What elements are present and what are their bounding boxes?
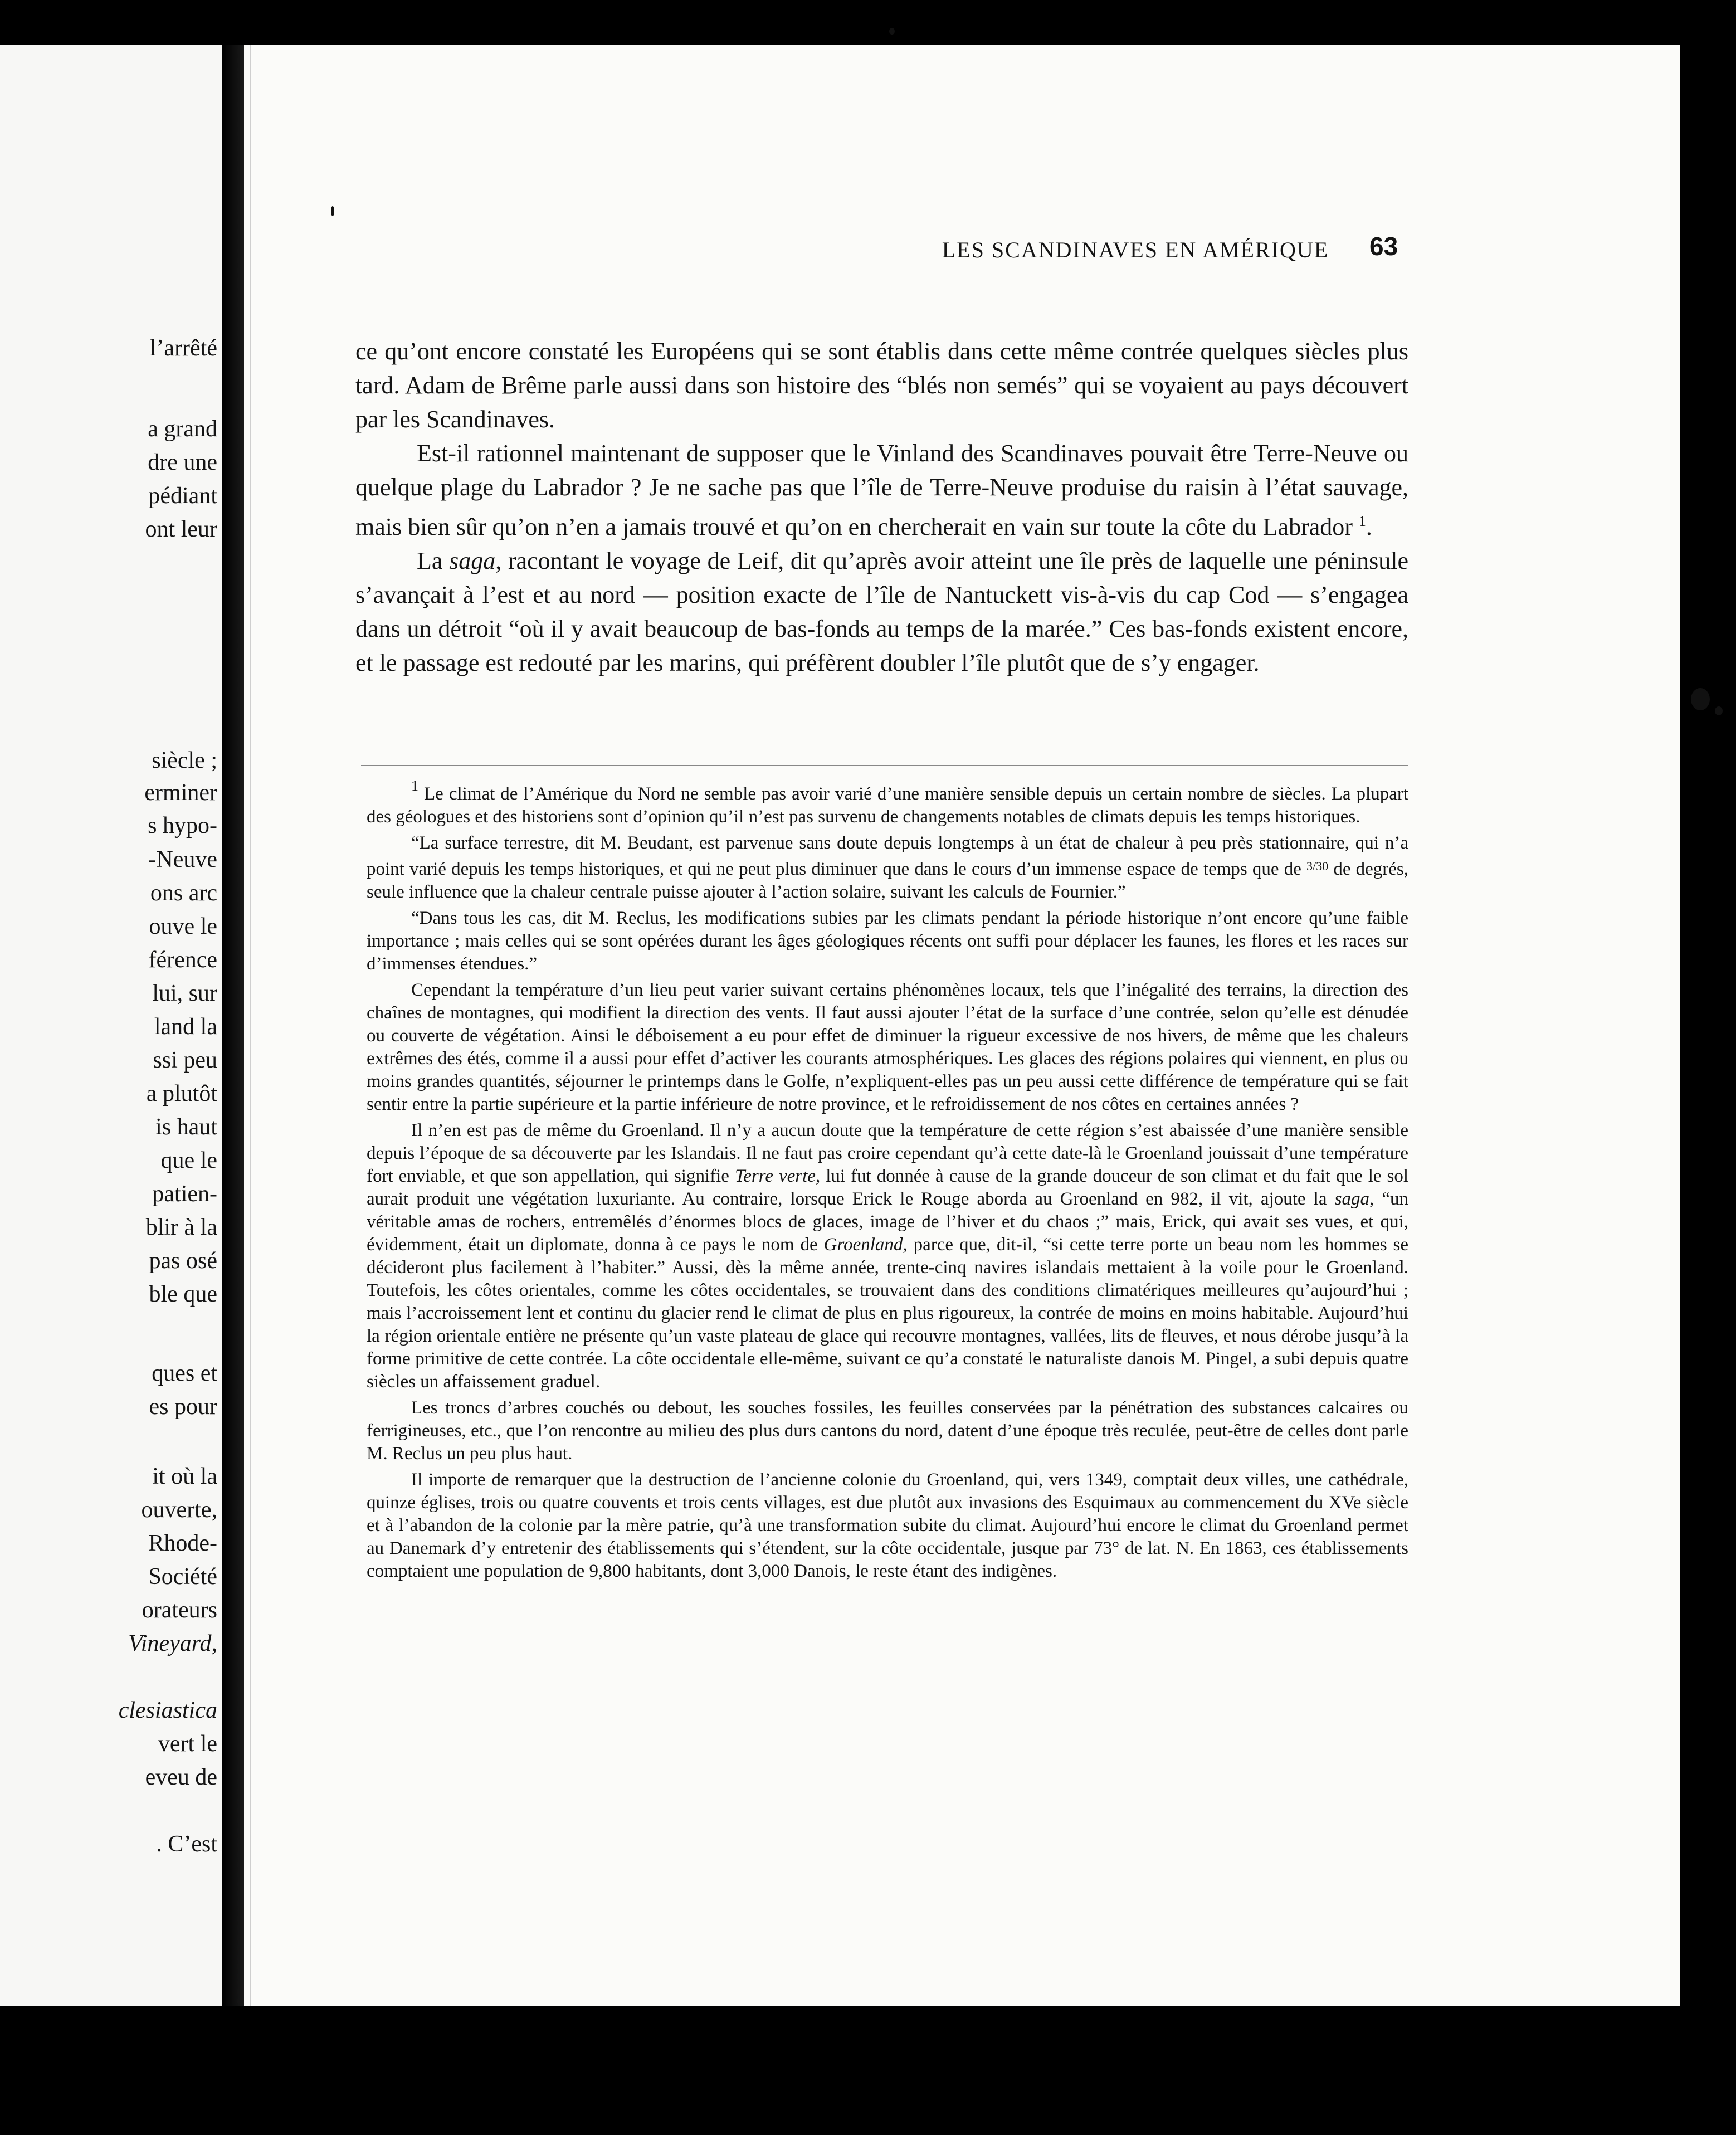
left-page-line: patien- <box>152 1181 217 1207</box>
footnote: Il importe de remarquer que la destruction de l’ancienne colonie du Groenland, qui, vers 1349, comptait deux villes, une cathédrale, quinze églises, trois ou quatre couvents et trois cents villages, est due plutôt aux invasions des Esquimaux au commencement du XVe siècle et à l’abandon de la colonie par la mère patrie, qu’à une transformation subite du climat. Aujourd’hui encore le climat du Groenland permet au Danemark d’y entretenir des établissements qui s’étendent, sur la côte occidentale, jusque par 73° de lat. N. En 1863, ces établissements comptaient une population de 9,800 habitants, dont 3,000 Danois, le reste étant des indigènes. <box>367 1470 1408 1581</box>
left-page-line: vert le <box>158 1731 217 1757</box>
footnote-reference: 1 <box>1358 513 1366 529</box>
paragraph: Est-il rationnel maintenant de supposer que le Vinland des Scandinaves pouvait être Terre-Neuve ou quelque plage du Labrador ? Je ne sache pas que l’île de Terre-Neuve produise du raisin à l’état sauvage, mais bien sûr qu’on n’en a jamais trouvé et qu’on en chercherait en vain sur toute la côte du Labrador $^1$. <box>355 440 1408 540</box>
left-page-line: is haut <box>155 1114 217 1140</box>
left-page-line: clesiastica <box>118 1698 217 1723</box>
scan-speck <box>331 206 334 216</box>
footnote <box>367 774 1408 828</box>
footnote <box>367 1119 1408 1393</box>
page-gutter <box>222 45 244 2006</box>
left-page-line: dre une <box>148 450 217 475</box>
paragraph: ce qu’ont encore constaté les Européens qui se sont établis dans cette même contrée quelques siècles plus tard. Adam de Brême parle aussi dans son histoire des “blés non semés” qui se voyaient au pays découvert par les Scandinaves. <box>355 338 1408 433</box>
left-page-line: ouverte, <box>141 1497 217 1523</box>
scan-speck <box>1715 706 1723 715</box>
left-page-line: a grand <box>148 416 217 442</box>
footnote-text: Il n’en est pas de même du Groenland. Il n’y a aucun doute que la température de cette région s’est abaissée d’une manière sensible depuis l’époque de sa découverte par les Islandais. Il ne faut pas croire cependant qu’à cette date-là le Groenland jouissait d’une température fort enviable, et que son appellation, qui signifie <box>367 1120 1408 1186</box>
paragraph <box>355 544 1408 680</box>
left-page-line: l’arrêté <box>149 335 217 361</box>
left-page-line: pas osé <box>149 1248 217 1274</box>
scan-speck <box>1691 688 1710 710</box>
footnote-rule <box>361 765 1408 766</box>
paragraph-text: La <box>417 547 443 574</box>
footnote-text: “un véritable amas de rochers, entremêlés d’énormes blocs de glaces, image de l’hiver et du chaos ;” mais, Erick, qui avait ses vues, et qui, évidemment, était un diplomate, donna à ce pays le nom de <box>367 1189 1408 1255</box>
left-page-line: it où la <box>152 1464 217 1489</box>
left-page <box>0 45 222 2006</box>
left-page-line: férence <box>148 947 217 973</box>
footnote-text: parce que, dit-il, “si cette terre porte un beau nom les hommes se décideront plus facilement à l’habiter.” Aussi, dès la même année, trente-cinq navires islandais mettaient à la voile pour le Groenland. Toutefois, les côtes orientales, comme les côtes occidentales, se trouvaient dans des conditions climatériques meilleures qu’aujourd’hui ; mais l’accroissement lent et continu du glacier rend le climat de plus en plus rigoureux, la contrée de moins en moins habitable. Aujourd’hui la région orientale entière ne présente qu’un vaste plateau de glace qui recouvre montagnes, vallées, lits de fleuves, et nous dérobe jusqu’à la forme primitive de cette contrée. La côte occidentale elle-même, suivant ce qu’a constaté le naturaliste danois M. Pingel, a subi depuis quatre siècles un affaissement graduel. <box>367 1235 1409 1392</box>
footnote: Cependant la température d’un lieu peut varier suivant certains phénomènes locaux, tels que l’inégalité des terrains, la direction des chaînes de montagnes, qui modifient la direction des vents. Il faut aussi ajouter l’état de la surface d’une contrée, selon qu’elle est dénudée ou couverte de végétation. Ainsi le déboisement a eu pour effet de diminuer la rigueur excessive de nos hivers, de même que les chaleurs extrêmes des étés, comme il a aussi pour effet d’activer les courants atmosphériques. Les glaces des régions polaires qui viennent, en plus ou moins grandes quantités, séjourner le printemps dans le Golfe, n’expliquent-elles pas un peu aussi cette différence de température qui se fait sentir entre la partie supérieure et la partie inférieure de notre province, et le refroidissement de nos côtes en certaines années ? <box>367 980 1408 1114</box>
left-page-line: Société <box>148 1564 217 1590</box>
left-page-line: es pour <box>149 1394 217 1420</box>
paragraph-text: , racontant le voyage de Leif, dit qu’après avoir atteint une île près de laquelle une péninsule s’avançait à l’est et au nord — position exacte de l’île de Nantuckett vis-à-vis du cap Cod — s’engagea dans un détroit “où il y avait beaucoup de bas-fonds au temps de la marée.” Ces bas-fonds existent encore, et le passage est redouté par les marins, qui préfèrent doubler l’île plutôt que de s’y engager. <box>355 547 1408 676</box>
left-page-line: blir à la <box>145 1215 217 1240</box>
left-page-line: -Neuve <box>148 847 217 872</box>
left-page-line: a plutôt <box>146 1081 217 1107</box>
left-page-line: siècle ; <box>152 748 217 773</box>
paragraph-text: Est-il rationnel maintenant de supposer que le Vinland des Scandinaves pouvait être Terre-Neuve ou quelque plage du Labrador ? Je ne sache pas que l’île de Terre-Neuve produise du raisin à l’état sauvage, mais bien sûr qu’on n’en a jamais trouvé et qu’on en chercherait en vain sur toute la côte du Labrador <box>355 440 1408 540</box>
running-head: LES SCANDINAVES EN AMÉRIQUE <box>942 237 1329 262</box>
left-page-line: eveu de <box>145 1764 217 1790</box>
left-page-line: ont leur <box>145 516 217 542</box>
scan-speck <box>889 28 895 35</box>
left-page-line: Vineyard, <box>128 1631 217 1656</box>
left-page-line: ssi peu <box>153 1047 217 1073</box>
left-page-line: pédiant <box>148 483 217 509</box>
left-page-line: ons arc <box>150 880 217 906</box>
left-page-line: ble que <box>149 1281 217 1307</box>
fraction: 3/30 <box>1306 859 1329 873</box>
left-page-line: orateurs <box>142 1597 217 1623</box>
left-page-line: ques et <box>152 1361 217 1386</box>
italic-word: saga <box>449 547 496 574</box>
footnote-text: de degrés, seule influence que la chaleur centrale puisse ajouter à l’action solaire, suivant les calculs de Fournier.” <box>367 859 1409 902</box>
left-page-line: land la <box>154 1014 217 1040</box>
footnote <box>367 832 1408 904</box>
left-page-line: que le <box>160 1148 217 1173</box>
left-page-line: ouve le <box>149 914 217 939</box>
footnote: “Dans tous les cas, dit M. Reclus, les modifications subies par les climats pendant la période historique n’ont encore qu’une faible importance ; mais celles qui se sont opérées durant les âges géologiques récents ont suffi pour déplacer les faunes, les flores et les races sur d’immenses étendues.” <box>367 908 1408 974</box>
page-edge <box>250 45 251 2006</box>
footnote: Les troncs d’arbres couchés ou debout, les souches fossiles, les feuilles conservées par la pénétration des substances calcaires ou ferrigineuses, etc., que l’on rencontre au milieu des plus durs cantons du nord, datent d’une époque très reculée, peut-être de celles dont parle M. Reclus un peu plus haut. <box>367 1398 1408 1464</box>
left-page-line: lui, sur <box>152 981 217 1006</box>
left-page-line: . C’est <box>156 1831 217 1857</box>
left-page-line: Rhode- <box>148 1530 217 1556</box>
italic-word: Groenland, <box>823 1235 908 1255</box>
footnote-text: Le climat de l’Amérique du Nord ne semble pas avoir varié d’une manière sensible depuis un certain nombre de siècles. La plupart des géologues et des historiens sont d’opinion qu’il n’est pas survenu de changements notables de climats depuis les temps historiques. <box>367 784 1408 827</box>
footnote-text: “La surface terrestre, dit M. Beudant, est parvenue sans doute depuis longtemps à un état de chaleur à peu près stationnaire, qui n’a point varié depuis les temps historiques, et qui ne peut plus diminuer que dans le cours d’un immense espace de temps que de <box>367 833 1408 879</box>
footnote-text: lui fut donnée à cause de la grande douceur de son climat et du fait que le sol aurait produit une végétation luxuriante. Au contraire, lorsque Erick le Rouge aborda au Groenland en 982, il vit, ajoute la <box>367 1166 1409 1209</box>
left-page-line: s hypo- <box>148 813 217 839</box>
left-page-line: erminer <box>144 780 217 806</box>
italic-word: Terre verte, <box>734 1166 821 1186</box>
main-text <box>355 334 1408 680</box>
footnotes <box>367 774 1408 1586</box>
italic-word: saga, <box>1334 1189 1374 1209</box>
right-page <box>244 45 1680 2006</box>
footnote-marker: 1 <box>411 778 418 794</box>
page-number: 63 <box>1369 232 1398 261</box>
